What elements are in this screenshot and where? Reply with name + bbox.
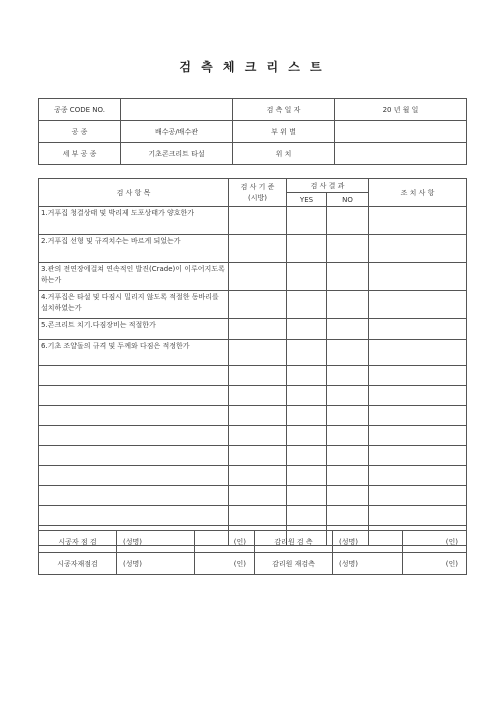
- no-cell[interactable]: [327, 366, 369, 386]
- no-cell[interactable]: [327, 426, 369, 446]
- yes-cell[interactable]: [287, 319, 327, 340]
- no-cell[interactable]: [327, 291, 369, 319]
- standard-cell[interactable]: [229, 263, 287, 291]
- check-item-2: 2.거푸집 선형 및 규격치수는 바르게 되었는가: [39, 235, 229, 263]
- no-cell[interactable]: [327, 319, 369, 340]
- contractor-name-field[interactable]: (성명): [117, 531, 195, 553]
- supervisor-reinspect-seal-field[interactable]: (인): [403, 553, 467, 575]
- check-item-6: 6.기초 조얄돌의 규격 및 두께와 다짐은 적정한가: [39, 340, 229, 366]
- no-cell[interactable]: [327, 235, 369, 263]
- action-cell[interactable]: [369, 506, 467, 526]
- yes-cell[interactable]: [287, 426, 327, 446]
- empty-item-cell[interactable]: [39, 446, 229, 466]
- date-value[interactable]: 20 년 월 일: [335, 99, 467, 121]
- standard-cell[interactable]: [229, 340, 287, 366]
- contractor-recheck-label: 시공자재점검: [39, 553, 117, 575]
- no-cell[interactable]: [327, 386, 369, 406]
- standard-cell[interactable]: [229, 406, 287, 426]
- empty-item-cell[interactable]: [39, 386, 229, 406]
- loc-label: 위 치: [233, 143, 335, 165]
- yes-cell[interactable]: [287, 235, 327, 263]
- standard-cell[interactable]: [229, 207, 287, 235]
- signature-table: [38, 530, 467, 575]
- standard-cell[interactable]: [229, 426, 287, 446]
- yes-cell[interactable]: [287, 466, 327, 486]
- supervisor-name-field[interactable]: (성명): [333, 531, 403, 553]
- yes-cell[interactable]: [287, 263, 327, 291]
- no-cell[interactable]: [327, 446, 369, 466]
- standard-cell[interactable]: [229, 319, 287, 340]
- action-cell[interactable]: [369, 263, 467, 291]
- check-item-4: 4.거푸집은 타설 및 다짐시 밀리지 않도록 적절한 동바리를 설치하였는가: [39, 291, 229, 319]
- no-cell[interactable]: [327, 263, 369, 291]
- part-label: 부 위 별: [233, 121, 335, 143]
- type-label: 공 종: [39, 121, 121, 143]
- standard-cell[interactable]: [229, 235, 287, 263]
- action-cell[interactable]: [369, 235, 467, 263]
- standard-cell[interactable]: [229, 366, 287, 386]
- yes-cell[interactable]: [287, 340, 327, 366]
- standard-cell[interactable]: [229, 466, 287, 486]
- empty-item-cell[interactable]: [39, 506, 229, 526]
- col-standard-sub: (시방): [248, 193, 267, 202]
- no-cell[interactable]: [327, 406, 369, 426]
- supervisor-inspect-label: 감리원 검 측: [255, 531, 333, 553]
- code-label: 공종 CODE NO.: [39, 99, 121, 121]
- no-cell[interactable]: [327, 486, 369, 506]
- action-cell[interactable]: [369, 406, 467, 426]
- contractor-recheck-name-field[interactable]: (성명): [117, 553, 195, 575]
- page-title: 검 측 체 크 리 스 트: [179, 60, 325, 74]
- action-cell[interactable]: [369, 446, 467, 466]
- empty-item-cell[interactable]: [39, 486, 229, 506]
- subtype-value[interactable]: 기초콘크리트 타설: [121, 143, 233, 165]
- check-item-1: 1.거푸집 청결상태 및 박리제 도포상태가 양호한가: [39, 207, 229, 235]
- col-yes-header: YES: [287, 193, 327, 207]
- col-standard-header: [229, 179, 287, 207]
- contractor-check-label: 시공자 점 검: [39, 531, 117, 553]
- empty-item-cell[interactable]: [39, 366, 229, 386]
- yes-cell[interactable]: [287, 406, 327, 426]
- date-label: 검 측 일 자: [233, 99, 335, 121]
- yes-cell[interactable]: [287, 386, 327, 406]
- part-value[interactable]: [335, 121, 467, 143]
- no-cell[interactable]: [327, 506, 369, 526]
- check-item-3: 3.관의 전연장에걸쳐 연속적인 발진(Crade)이 이루어지도록 하는가: [39, 263, 229, 291]
- yes-cell[interactable]: [287, 486, 327, 506]
- type-value[interactable]: 배수공/배수관: [121, 121, 233, 143]
- supervisor-seal-field[interactable]: (인): [403, 531, 467, 553]
- supervisor-reinspect-name-field[interactable]: (성명): [333, 553, 403, 575]
- yes-cell[interactable]: [287, 506, 327, 526]
- loc-value[interactable]: [335, 143, 467, 165]
- action-cell[interactable]: [369, 366, 467, 386]
- action-cell[interactable]: [369, 207, 467, 235]
- yes-cell[interactable]: [287, 366, 327, 386]
- yes-cell[interactable]: [287, 291, 327, 319]
- contractor-seal-field[interactable]: (인): [195, 531, 255, 553]
- checklist-table: [38, 178, 467, 546]
- code-value[interactable]: [121, 99, 233, 121]
- col-standard-label: 검 사 기 준: [240, 182, 275, 191]
- action-cell[interactable]: [369, 466, 467, 486]
- action-cell[interactable]: [369, 319, 467, 340]
- standard-cell[interactable]: [229, 386, 287, 406]
- col-item-header: 검 사 항 목: [39, 179, 229, 207]
- action-cell[interactable]: [369, 426, 467, 446]
- empty-item-cell[interactable]: [39, 406, 229, 426]
- standard-cell[interactable]: [229, 506, 287, 526]
- info-table: [38, 98, 467, 165]
- action-cell[interactable]: [369, 340, 467, 366]
- action-cell[interactable]: [369, 291, 467, 319]
- no-cell[interactable]: [327, 207, 369, 235]
- supervisor-reinspect-label: 감리원 재검측: [255, 553, 333, 575]
- standard-cell[interactable]: [229, 291, 287, 319]
- no-cell[interactable]: [327, 340, 369, 366]
- yes-cell[interactable]: [287, 207, 327, 235]
- standard-cell[interactable]: [229, 486, 287, 506]
- col-result-header: 검 사 결 과: [287, 179, 369, 193]
- check-item-5: 5.콘크리트 치기.다짐장비는 적절한가: [39, 319, 229, 340]
- contractor-recheck-seal-field[interactable]: (인): [195, 553, 255, 575]
- col-no-header: NO: [327, 193, 369, 207]
- action-cell[interactable]: [369, 486, 467, 506]
- standard-cell[interactable]: [229, 446, 287, 466]
- col-action-header: 조 치 사 항: [369, 179, 467, 207]
- action-cell[interactable]: [369, 386, 467, 406]
- empty-item-cell[interactable]: [39, 466, 229, 486]
- yes-cell[interactable]: [287, 446, 327, 466]
- no-cell[interactable]: [327, 466, 369, 486]
- subtype-label: 세 부 공 종: [39, 143, 121, 165]
- empty-item-cell[interactable]: [39, 426, 229, 446]
